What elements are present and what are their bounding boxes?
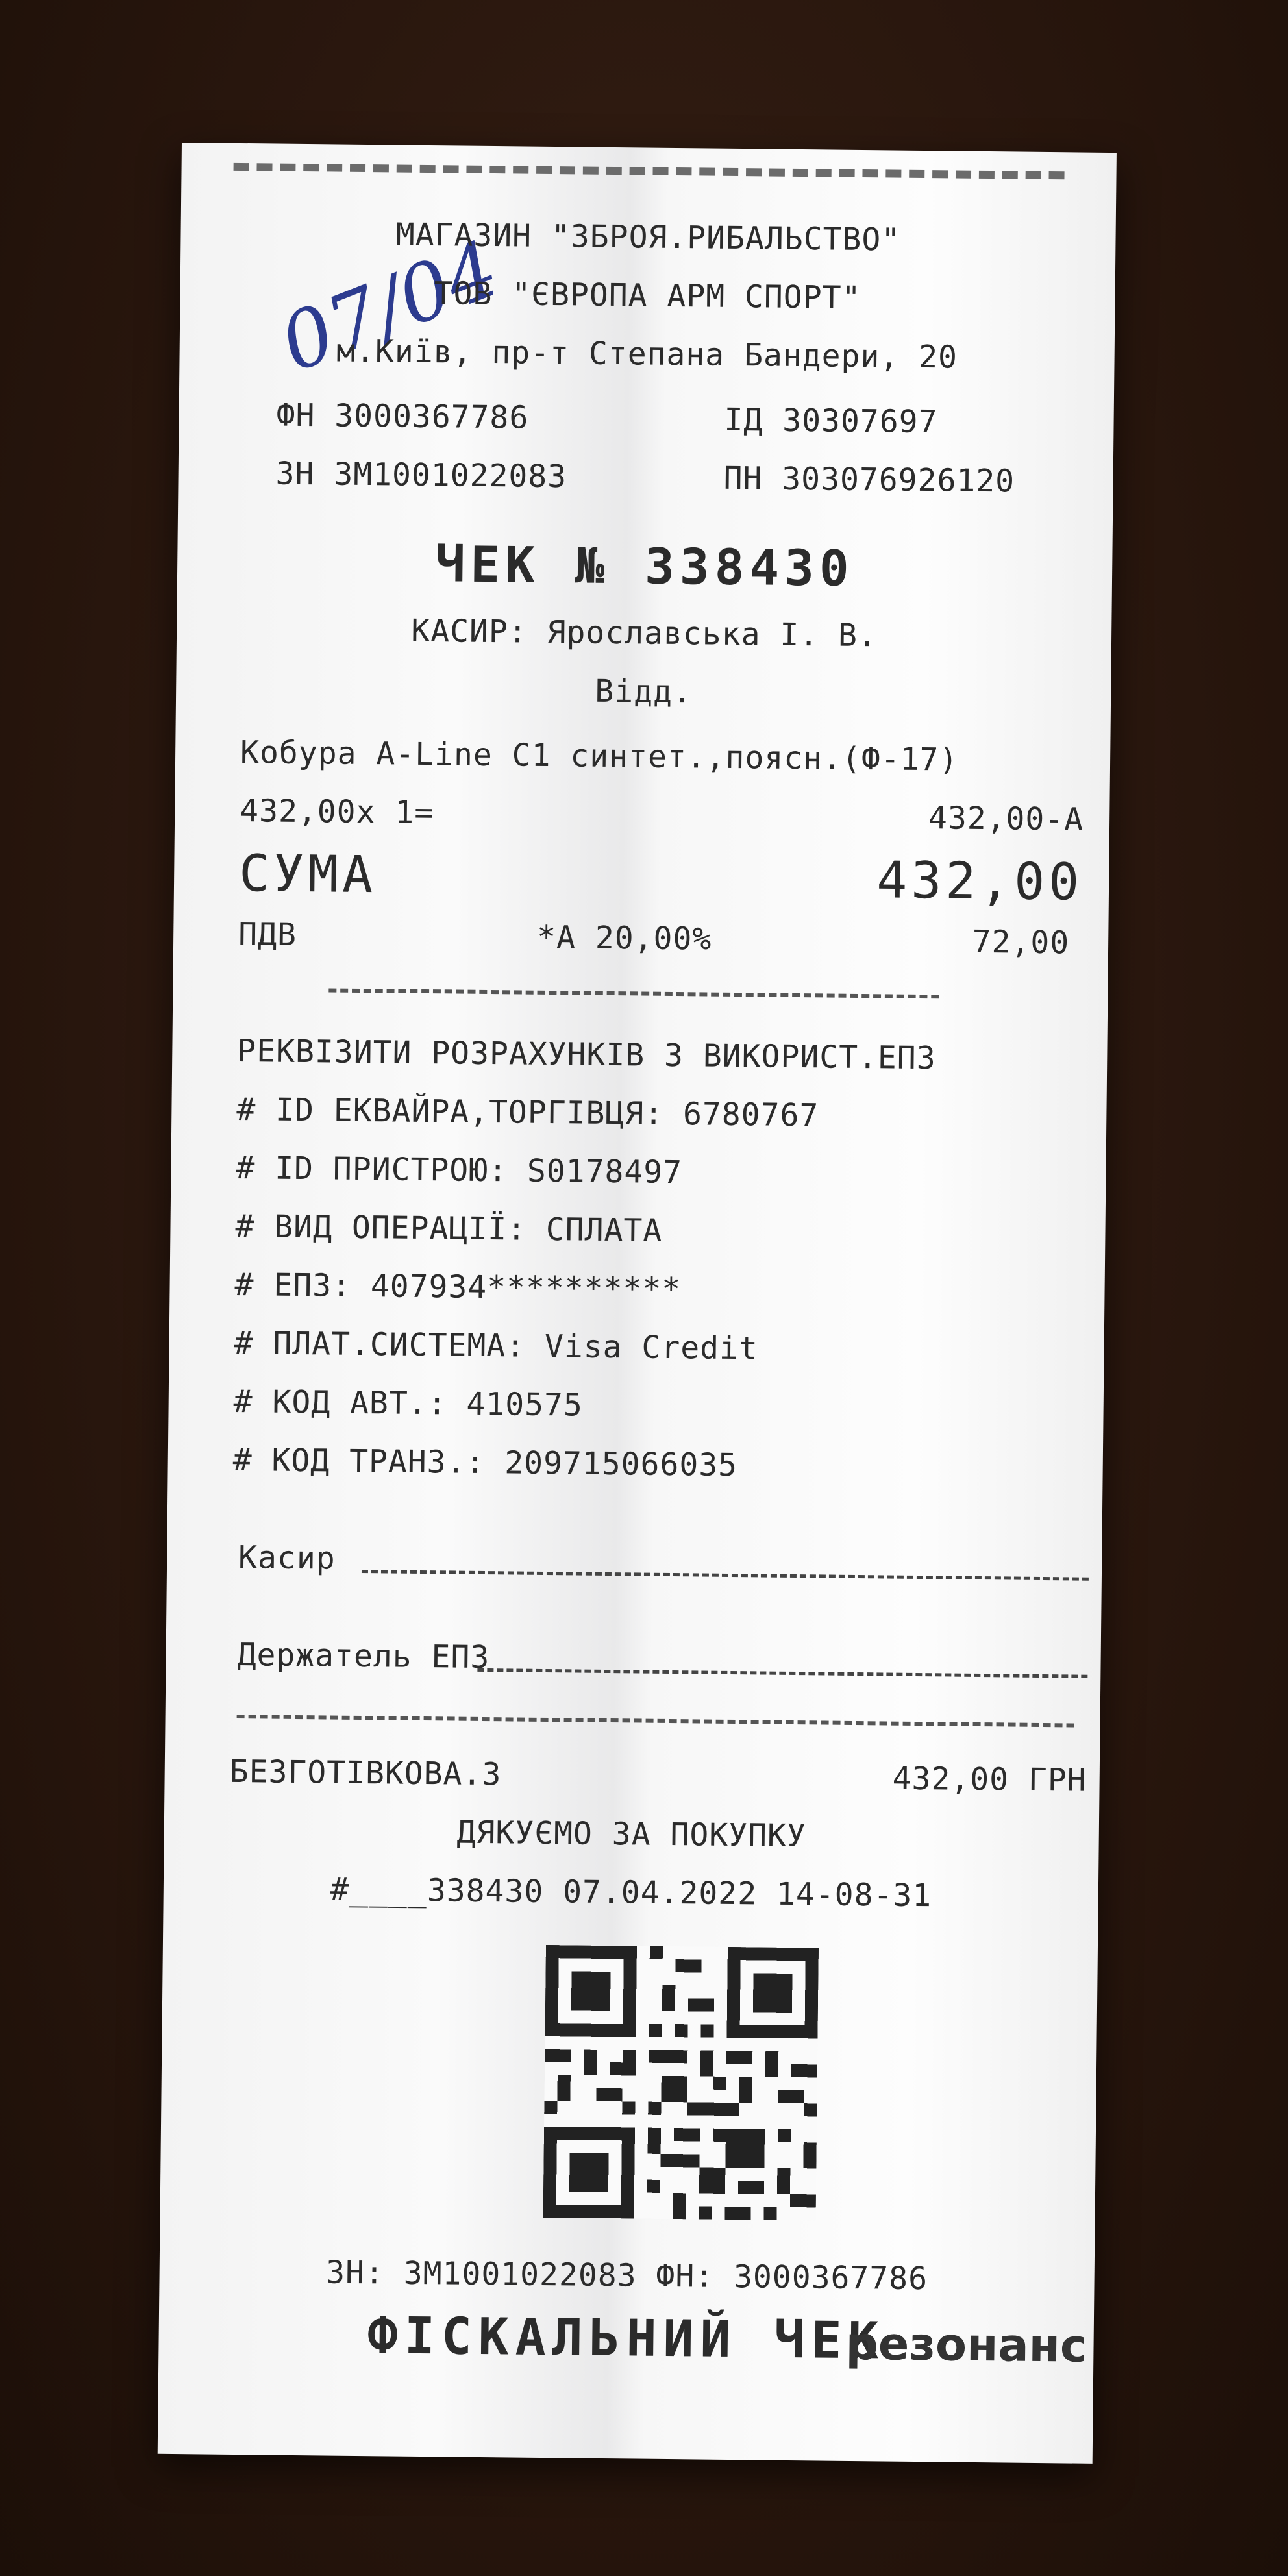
payment-line: # ID ЕКВАЙРА,ТОРГІВЦЯ: 6780767 [236,1091,819,1134]
payment-line: # КОД АВТ.: 410575 [233,1383,584,1424]
item-amount: 432,00-А [928,800,1084,838]
separator [328,988,939,998]
fiscal-check-title: ФІСКАЛЬНИЙ ЧЕК [367,2307,886,2371]
item-qty-price: 432,00х 1= [239,792,434,832]
payment-line: # ПЛАТ.СИСТЕМА: Visa Credit [234,1324,759,1367]
id-number: ІД 30307697 [724,401,938,441]
payment-line: # ЕПЗ: 407934********** [234,1266,682,1308]
zn-fn-footer: ЗН: 3М1001022083 ФН: 3000367786 [325,2254,928,2297]
fn-number: ФН 3000367786 [276,397,529,436]
sum-value: 432,00 [876,851,1084,912]
payment-type: БЕЗГОТІВКОВА.З [229,1753,502,1793]
vat-rate: *А 20,00% [536,919,712,958]
cashier-signature-line [362,1570,1089,1581]
item-name: Кобура A-Line C1 синтет.,поясн.(Ф-17) [240,734,959,778]
handwritten-date: 07/04 [268,224,511,390]
payment-line: # ID ПРИСТРОЮ: S0178497 [236,1149,683,1191]
payment-title: РЕКВІЗИТИ РОЗРАХУНКІВ З ВИКОРИСТ.ЕПЗ [237,1032,936,1077]
cashier-name: КАСИР: Ярославська І. В. [411,612,878,654]
vat-label: ПДВ [238,915,297,953]
department: Відд. [595,673,693,711]
check-number: ЧЕК № 338430 [435,535,855,597]
holder-signature-label: Держатель ЕПЗ [237,1637,490,1676]
pn-number: ПН 303076926120 [723,460,1015,500]
brand-logo: резонанс [845,2316,1087,2373]
cashier-signature-label: Касир [238,1539,336,1577]
shop-name: МАГАЗИН "ЗБРОЯ.РИБАЛЬСТВО" [395,216,901,258]
address: м.Київ, пр-т Степана Бандери, 20 [336,332,958,376]
qr-code [543,1945,819,2220]
receipt [158,143,1117,2464]
payment-line: # ВИД ОПЕРАЦІЇ: СПЛАТА [235,1208,663,1249]
payment-line: # КОД ТРАНЗ.: 209715066035 [232,1441,738,1484]
zn-number: ЗН 3М1001022083 [275,455,567,495]
holder-signature-line [477,1668,1087,1678]
company-name: ТОВ "ЄВРОПА АРМ СПОРТ" [434,275,861,316]
vat-value: 72,00 [972,923,1070,961]
thanks-message: ДЯКУЄМО ЗА ПОКУПКУ [456,1814,807,1855]
separator [237,1715,1074,1728]
check-datetime: #____338430 07.04.2022 14-08-31 [330,1871,932,1914]
payment-amount: 432,00 ГРН [892,1760,1087,1799]
sum-label: СУМА [238,844,377,905]
perforation [234,163,1065,179]
